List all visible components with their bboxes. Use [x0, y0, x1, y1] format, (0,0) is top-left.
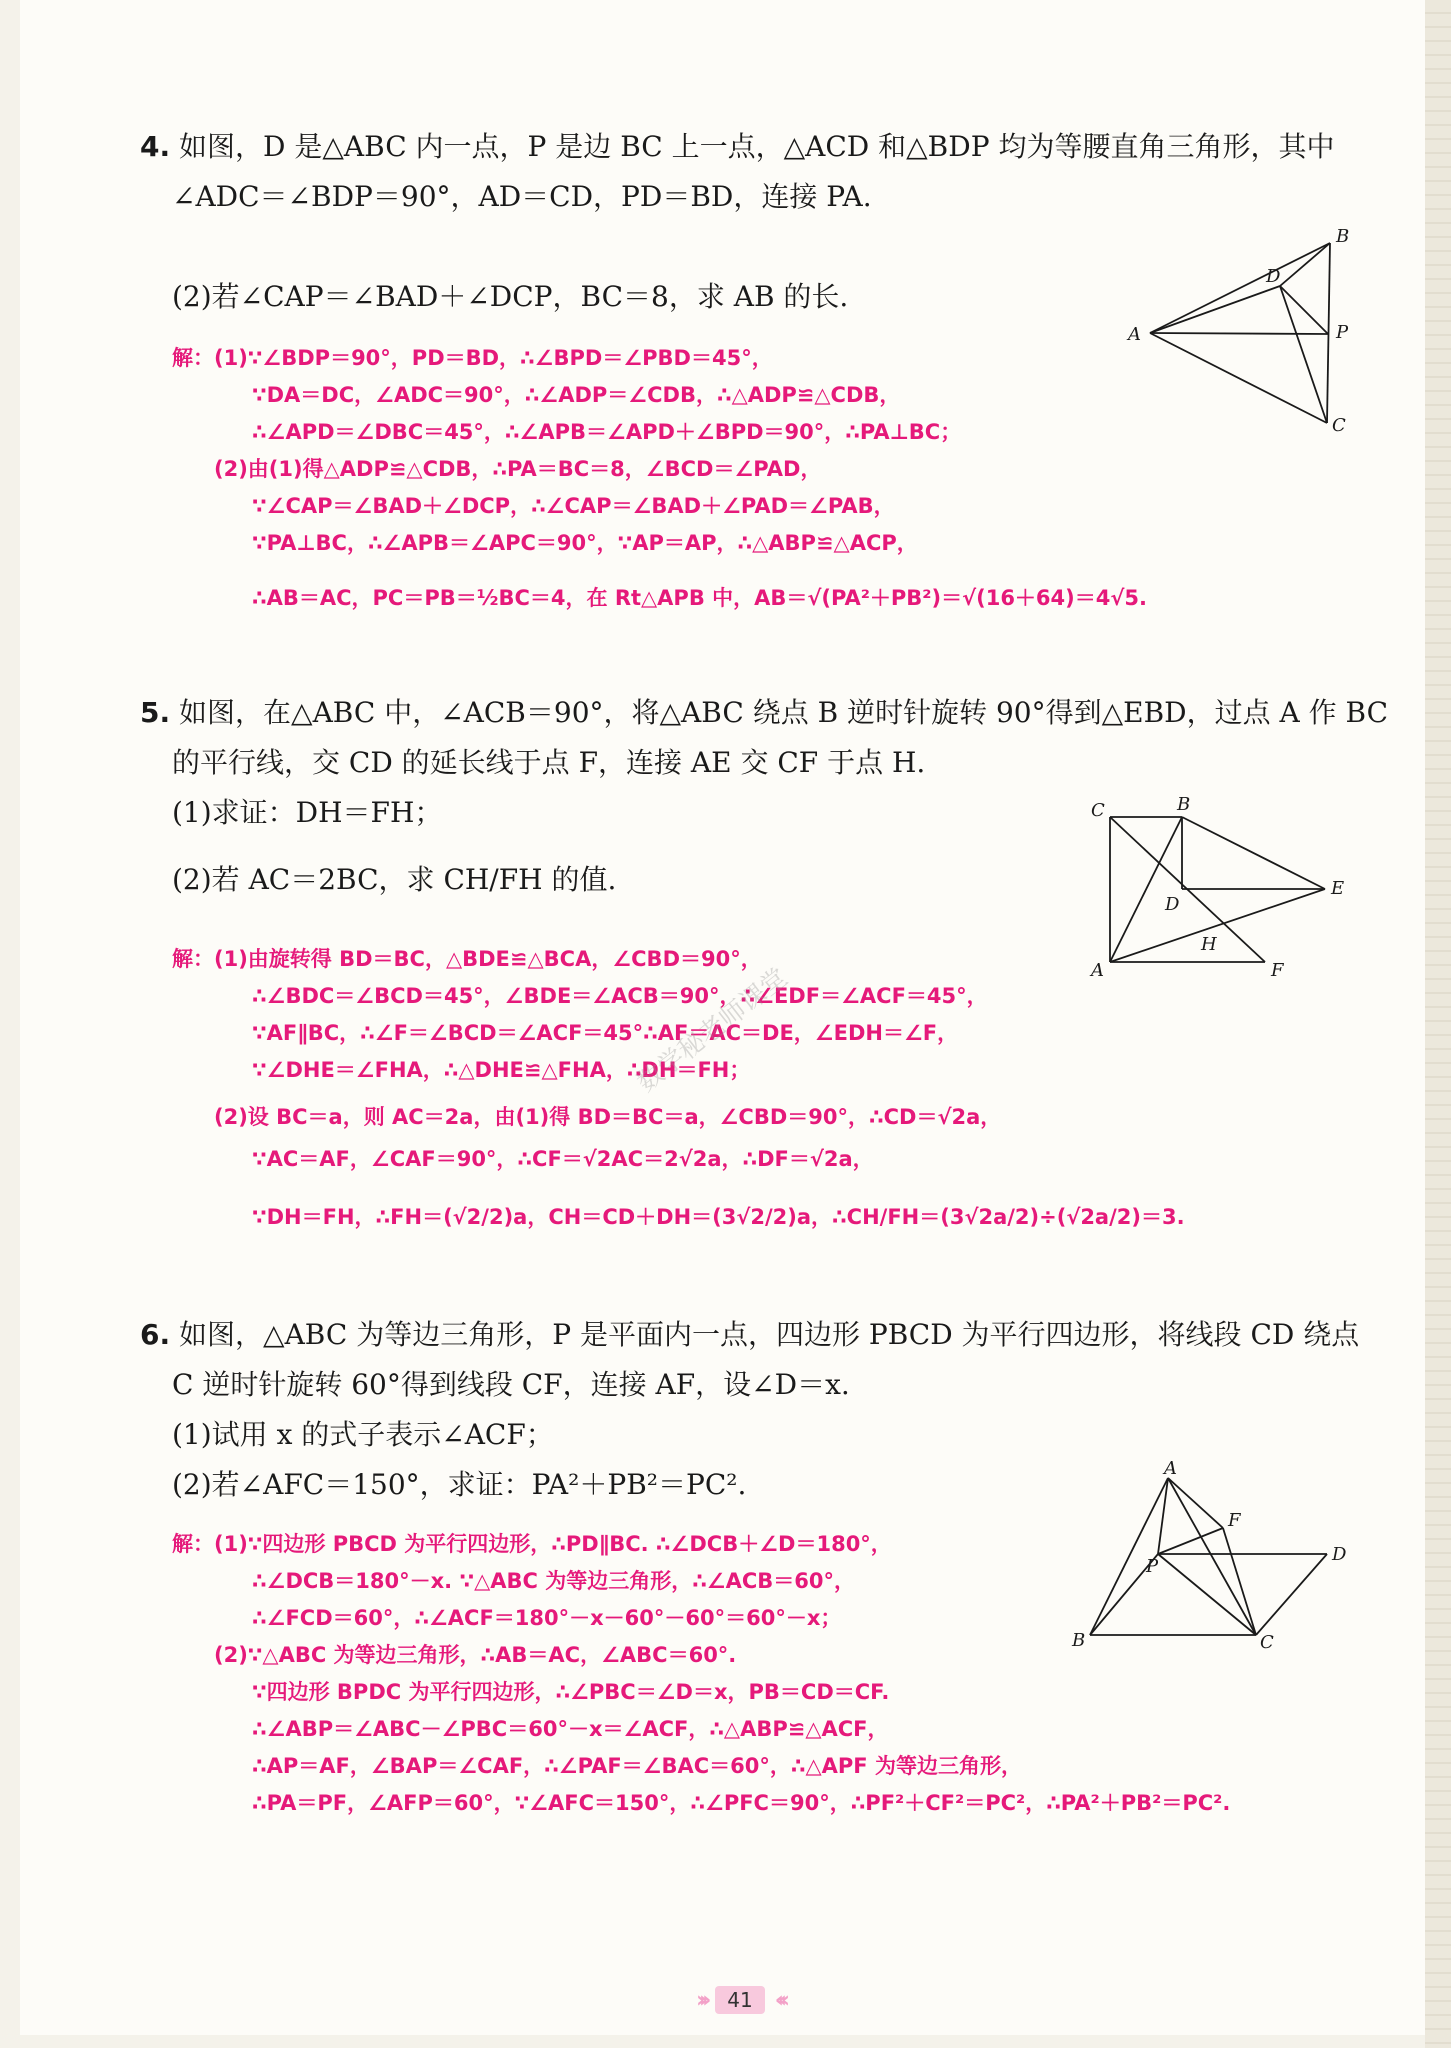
problem-6-stem-text-1: 如图，△ABC 为等边三角形，P 是平面内一点，四边形 PBCD 为平行四边形，将线段 CD 绕点	[179, 1318, 1360, 1351]
fig5-label-b: B	[1177, 794, 1191, 815]
problem-5-part-1: (1)求证：DH＝FH；	[172, 796, 443, 829]
fig5-label-c: C	[1091, 800, 1105, 821]
fig6-label-c: C	[1260, 1632, 1274, 1653]
problem-5-part-2: (2)若 AC＝2BC，求 CH/FH 的值.	[172, 863, 617, 896]
problem-4-solution-line-3: ∴∠APD＝∠DBC＝45°，∴∠APB＝∠APD＋∠BPD＝90°，∴PA⊥BC；	[252, 420, 962, 444]
problem-4-stem-line-2: ∠ADC＝∠BDP＝90°，AD＝CD，PD＝BD，连接 PA.	[172, 180, 872, 213]
fig5-label-f: F	[1271, 960, 1284, 980]
problem-4-solution-line-7: ∴AB＝AC，PC＝PB＝½BC＝4，在 Rt△APB 中，AB＝√(PA²＋PB²)＝√(16＋64)＝4√5.	[252, 586, 1147, 610]
problem-5-solution-line-6: ∵AC＝AF，∠CAF＝90°，∴CF＝√2AC＝2√2a，∴DF＝√2a，	[252, 1147, 874, 1171]
problem-6-stem-line-1	[140, 1310, 1359, 1360]
fig6-label-a: A	[1164, 1460, 1177, 1479]
problem-5-solution-line-5: (2)设 BC＝a，则 AC＝2a，由(1)得 BD＝BC＝a，∠CBD＝90°，∴CD＝√2a，	[214, 1105, 1002, 1129]
problem-4-part-2: (2)若∠CAP＝∠BAD＋∠DCP，BC＝8，求 AB 的长.	[172, 280, 849, 313]
problem-5-number: 5.	[140, 696, 171, 729]
chevrons-left-icon: ‹‹‹	[774, 1987, 784, 2013]
fig5-label-a: A	[1091, 960, 1104, 980]
problem-4-solution-line-4: (2)由(1)得△ADP≌△CDB，∴PA＝BC＝8，∠BCD＝∠PAD，	[214, 457, 822, 481]
problem-4-figure	[1120, 228, 1360, 438]
problem-6-solution-line-1: 解：(1)∵四边形 PBCD 为平行四边形，∴PD∥BC. ∴∠DCB＋∠D＝180°，	[172, 1532, 892, 1556]
problem-6-solution-line-5: ∵四边形 BPDC 为平行四边形，∴∠PBC＝∠D＝x，PB＝CD＝CF.	[252, 1680, 890, 1704]
fig6-label-f: F	[1228, 1510, 1241, 1531]
watermark: 数学秘老师课堂	[631, 962, 794, 1099]
problem-5-solution-line-1: 解：(1)由旋转得 BD＝BC，△BDE≌△BCA，∠CBD＝90°，	[172, 947, 762, 971]
fig4-label-a: A	[1128, 324, 1141, 345]
problem-4-solution-line-6: ∵PA⊥BC，∴∠APB＝∠APC＝90°，∵AP＝AP，∴△ABP≌△ACP，	[252, 531, 918, 555]
problem-4-stem-line-1	[140, 122, 1334, 172]
problem-6-solution-line-6: ∴∠ABP＝∠ABC－∠PBC＝60°－x＝∠ACF，∴△ABP≌△ACF，	[252, 1717, 889, 1741]
problem-5-figure	[1085, 790, 1355, 980]
fig6-label-b: B	[1072, 1630, 1086, 1651]
fig6-label-d: D	[1332, 1544, 1347, 1565]
fig4-label-b: B	[1336, 228, 1350, 247]
fig4-label-p: P	[1336, 322, 1349, 343]
problem-5-stem-line-2: 的平行线，交 CD 的延长线于点 F，连接 AE 交 CF 于点 H.	[172, 746, 926, 779]
problem-6-solution-line-2: ∴∠DCB＝180°－x. ∵△ABC 为等边三角形，∴∠ACB＝60°，	[252, 1569, 856, 1593]
problem-4-stem-text-1: 如图，D 是△ABC 内一点，P 是边 BC 上一点，△ACD 和△BDP 均为等腰直角三角形，其中	[179, 130, 1335, 163]
problem-5-solution-line-4: ∵∠DHE＝∠FHA，∴△DHE≌△FHA，∴DH＝FH；	[252, 1058, 751, 1082]
fig5-label-e: E	[1331, 878, 1345, 899]
problem-6-part-1: (1)试用 x 的式子表示∠ACF；	[172, 1418, 554, 1451]
fig4-label-c: C	[1332, 415, 1346, 436]
problem-6-number: 6.	[140, 1318, 171, 1351]
problem-5-solution-line-2: ∴∠BDC＝∠BCD＝45°，∠BDE＝∠ACB＝90°，∴∠EDF＝∠ACF＝45°，	[252, 984, 988, 1008]
problem-4-solution-line-2: ∵DA＝DC，∠ADC＝90°，∴∠ADP＝∠CDB，∴△ADP≌△CDB，	[252, 383, 901, 407]
problem-6-stem-line-2: C 逆时针旋转 60°得到线段 CF，连接 AF，设∠D＝x.	[172, 1368, 850, 1401]
problem-4-solution-line-1: 解：(1)∵∠BDP＝90°，PD＝BD，∴∠BPD＝∠PBD＝45°，	[172, 346, 773, 370]
fig5-label-h: H	[1201, 934, 1217, 955]
problem-6-solution-line-7: ∴AP＝AF，∠BAP＝∠CAF，∴∠PAF＝∠BAC＝60°，∴△APF 为等边三角形，	[252, 1754, 1022, 1778]
chevrons-right-icon: ›››	[696, 1987, 706, 2013]
fig5-label-d: D	[1165, 894, 1180, 915]
fig6-label-p: P	[1146, 1556, 1159, 1577]
problem-5-solution-line-7: ∵DH＝FH，∴FH＝(√2/2)a，CH＝CD＋DH＝(3√2/2)a，∴CH/FH＝(3√2a/2)÷(√2a/2)＝3.	[252, 1205, 1185, 1229]
problem-5-solution-line-3: ∵AF∥BC，∴∠F＝∠BCD＝∠ACF＝45°∴AF＝AC＝DE，∠EDH＝∠F，	[252, 1021, 959, 1045]
page-number: 41	[715, 1986, 764, 2014]
problem-6-solution-line-8: ∴PA＝PF，∠AFP＝60°，∵∠AFC＝150°，∴∠PFC＝90°，∴PF²＋CF²＝PC²，∴PA²＋PB²＝PC².	[252, 1791, 1231, 1815]
problem-5-stem-text-1: 如图，在△ABC 中，∠ACB＝90°，将△ABC 绕点 B 逆时针旋转 90°得到△EBD，过点 A 作 BC	[179, 696, 1389, 729]
fig4-label-d: D	[1266, 266, 1281, 287]
problem-6-solution-line-4: (2)∵△ABC 为等边三角形，∴AB＝AC，∠ABC＝60°.	[214, 1643, 737, 1667]
problem-6-part-2: (2)若∠AFC＝150°，求证：PA²＋PB²＝PC².	[172, 1468, 747, 1501]
problem-6-solution-line-3: ∴∠FCD＝60°，∴∠ACF＝180°－x－60°－60°＝60°－x；	[252, 1606, 842, 1630]
page-number-bar	[660, 1980, 820, 2020]
problem-6-figure	[1060, 1460, 1360, 1660]
problem-4-number: 4.	[140, 130, 171, 163]
problem-5-stem-line-1	[140, 688, 1388, 738]
binding-edge	[1425, 0, 1451, 2048]
problem-4-solution-line-5: ∵∠CAP＝∠BAD＋∠DCP，∴∠CAP＝∠BAD＋∠PAD＝∠PAB，	[252, 494, 895, 518]
